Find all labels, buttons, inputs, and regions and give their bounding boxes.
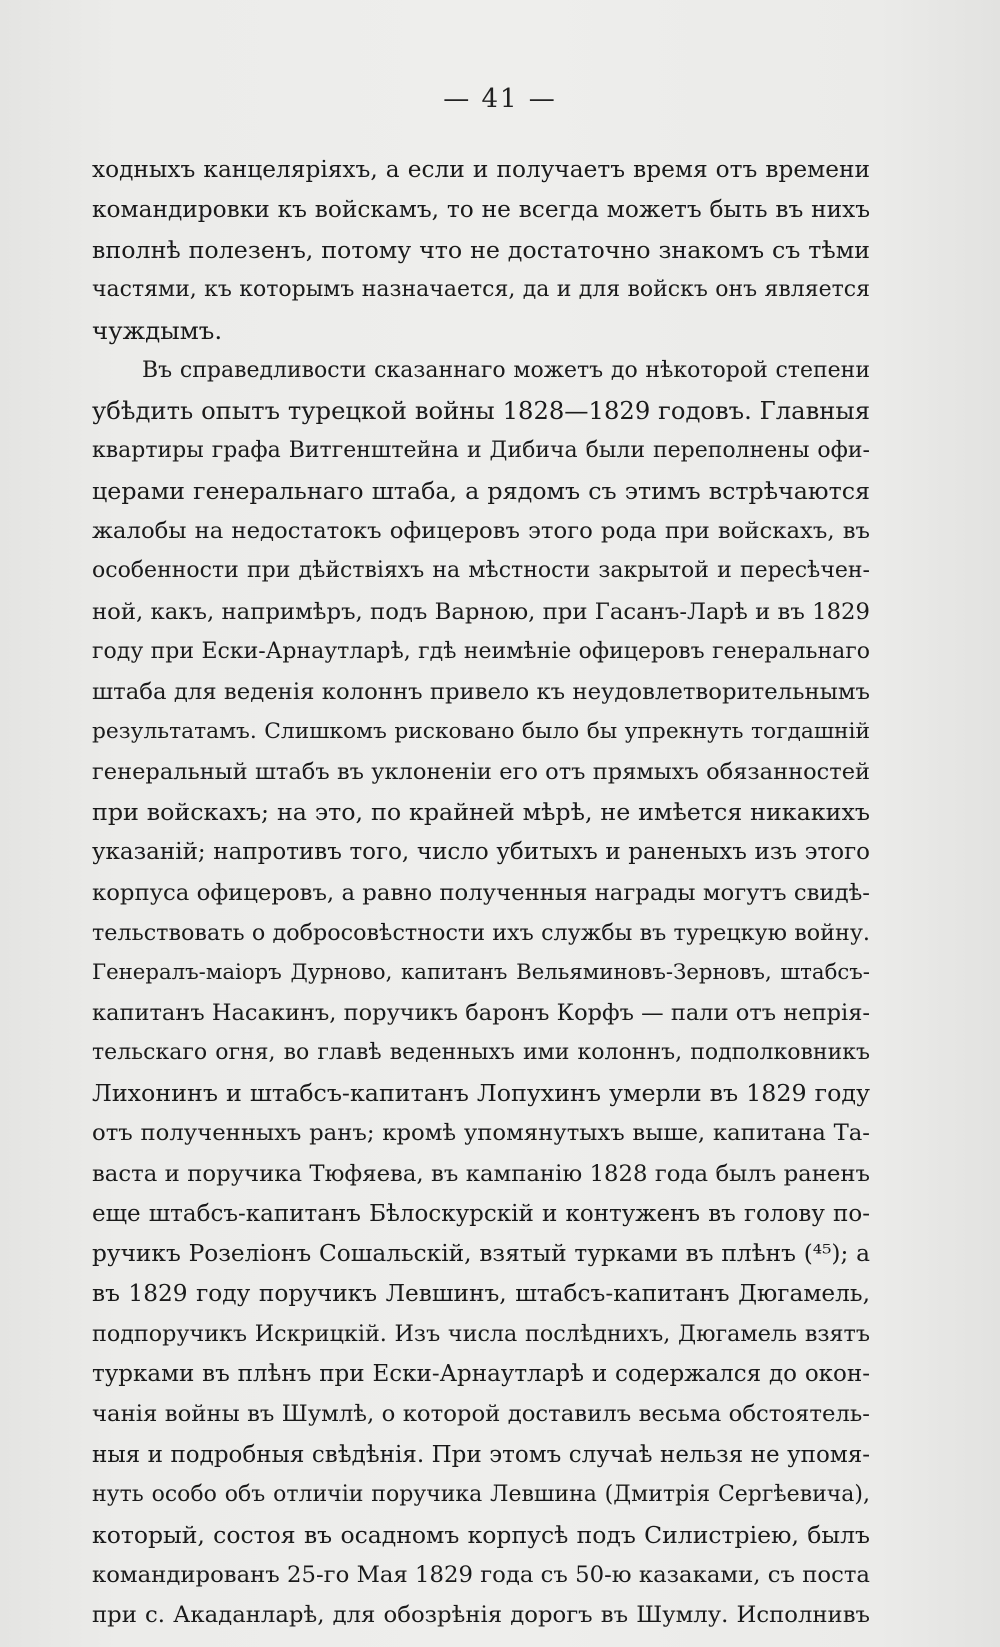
- text-line: ходныхъ канцеляріяхъ, а если и получаетъ время отъ времени: [92, 156, 870, 183]
- text-line: году при Ески-Арнаутларѣ, гдѣ неимѣніе офицеровъ генеральнаго: [92, 638, 870, 664]
- text-line: ныя и подробныя свѣдѣнія. При этомъ случаѣ нельзя не упомя-: [92, 1441, 870, 1468]
- text-line: жалобы на недостатокъ офицеровъ этого рода при войскахъ, въ: [92, 518, 870, 545]
- text-line: въ 1829 году поручикъ Левшинъ, штабсъ-капитанъ Дюгамель,: [92, 1279, 870, 1307]
- text-line: при войскахъ; на это, по крайней мѣрѣ, не имѣется никакихъ: [92, 798, 870, 827]
- text-line: чанія войны въ Шумлѣ, о которой доставилъ весьма обстоятель-: [92, 1401, 870, 1428]
- text-line: капитанъ Насакинъ, поручикъ баронъ Корфъ — пали отъ непрія-: [92, 999, 870, 1026]
- text-line: командировки къ войскамъ, то не всегда можетъ быть въ нихъ: [92, 196, 870, 224]
- text-line: командированъ 25-го Мая 1829 года съ 50-ю казаками, съ поста: [92, 1561, 870, 1588]
- text-line: указаній; напротивъ того, число убитыхъ и раненыхъ изъ этого: [92, 839, 870, 866]
- text-line: еще штабсъ-капитанъ Бѣлоскурскій и контуженъ въ голову по-: [92, 1200, 870, 1227]
- text-line: тельствовать о добросовѣстности ихъ службы въ турецкую войну.: [92, 919, 870, 946]
- text-line: васта и поручика Тюфяева, въ кампанію 1828 года былъ раненъ: [92, 1160, 870, 1187]
- text-line: результатамъ. Слишкомъ рисковано было бы упрекнуть тогдашній: [92, 718, 870, 744]
- text-line: отъ полученныхъ ранъ; кромѣ упомянутыхъ выше, капитана Та-: [92, 1120, 870, 1147]
- text-line: корпуса офицеровъ, а равно полученныя награды могутъ свидѣ-: [92, 879, 870, 906]
- text-line: турками въ плѣнъ при Ески-Арнаутларѣ и содержался до окон-: [92, 1361, 870, 1388]
- body-text: [92, 150, 870, 1635]
- text-line: ной, какъ, напримѣръ, подъ Варною, при Гасанъ-Ларѣ и въ 1829: [92, 598, 870, 625]
- text-line: тельскаго огня, во главѣ веденныхъ ими колоннъ, подполковникъ: [92, 1040, 870, 1066]
- text-line: церами генеральнаго штаба, а рядомъ съ этимъ встрѣчаются: [92, 477, 870, 506]
- text-line: чуждымъ.: [92, 315, 223, 345]
- page-number: — 41 —: [443, 84, 557, 114]
- text-line: нуть особо объ отличіи поручика Левшина (Дмитрія Сергѣевича),: [92, 1481, 870, 1507]
- text-line: при с. Акаданларѣ, для обозрѣнія дорогъ въ Шумлу. Исполнивъ: [92, 1602, 870, 1629]
- text-line: Генералъ-маіоръ Дурново, капитанъ Вельяминовъ-Зерновъ, штабсъ-: [92, 959, 870, 985]
- text-line: генеральный штабъ въ уклоненіи его отъ прямыхъ обязанностей: [92, 759, 870, 786]
- text-line: убѣдить опытъ турецкой войны 1828—1829 годовъ. Главныя: [92, 395, 870, 425]
- text-line: вполнѣ полезенъ, потому что не достаточно знакомъ съ тѣми: [92, 236, 870, 265]
- text-line: Въ справедливости сказаннаго можетъ до нѣкоторой степени: [142, 357, 870, 383]
- text-line: ручикъ Розеліонъ Сошальскій, взятый турками въ плѣнъ (⁴⁵); а: [92, 1239, 870, 1267]
- text-line: квартиры графа Витгенштейна и Дибича были переполнены офи-: [92, 437, 870, 463]
- text-line: Лихонинъ и штабсъ-капитанъ Лопухинъ умерли въ 1829 году: [92, 1079, 870, 1108]
- text-line: штаба для веденія колоннъ привело къ неудовлетворительнымъ: [92, 678, 870, 705]
- text-line: особенности при дѣйствіяхъ на мѣстности закрытой и пересѣчен-: [92, 558, 870, 584]
- text-line: который, состоя въ осадномъ корпусѣ подъ Силистріею, былъ: [92, 1520, 870, 1549]
- text-line: подпоручикъ Искрицкій. Изъ числа послѣднихъ, Дюгамель взятъ: [92, 1321, 870, 1348]
- text-line: частями, къ которымъ назначается, да и для войскъ онъ является: [92, 277, 870, 303]
